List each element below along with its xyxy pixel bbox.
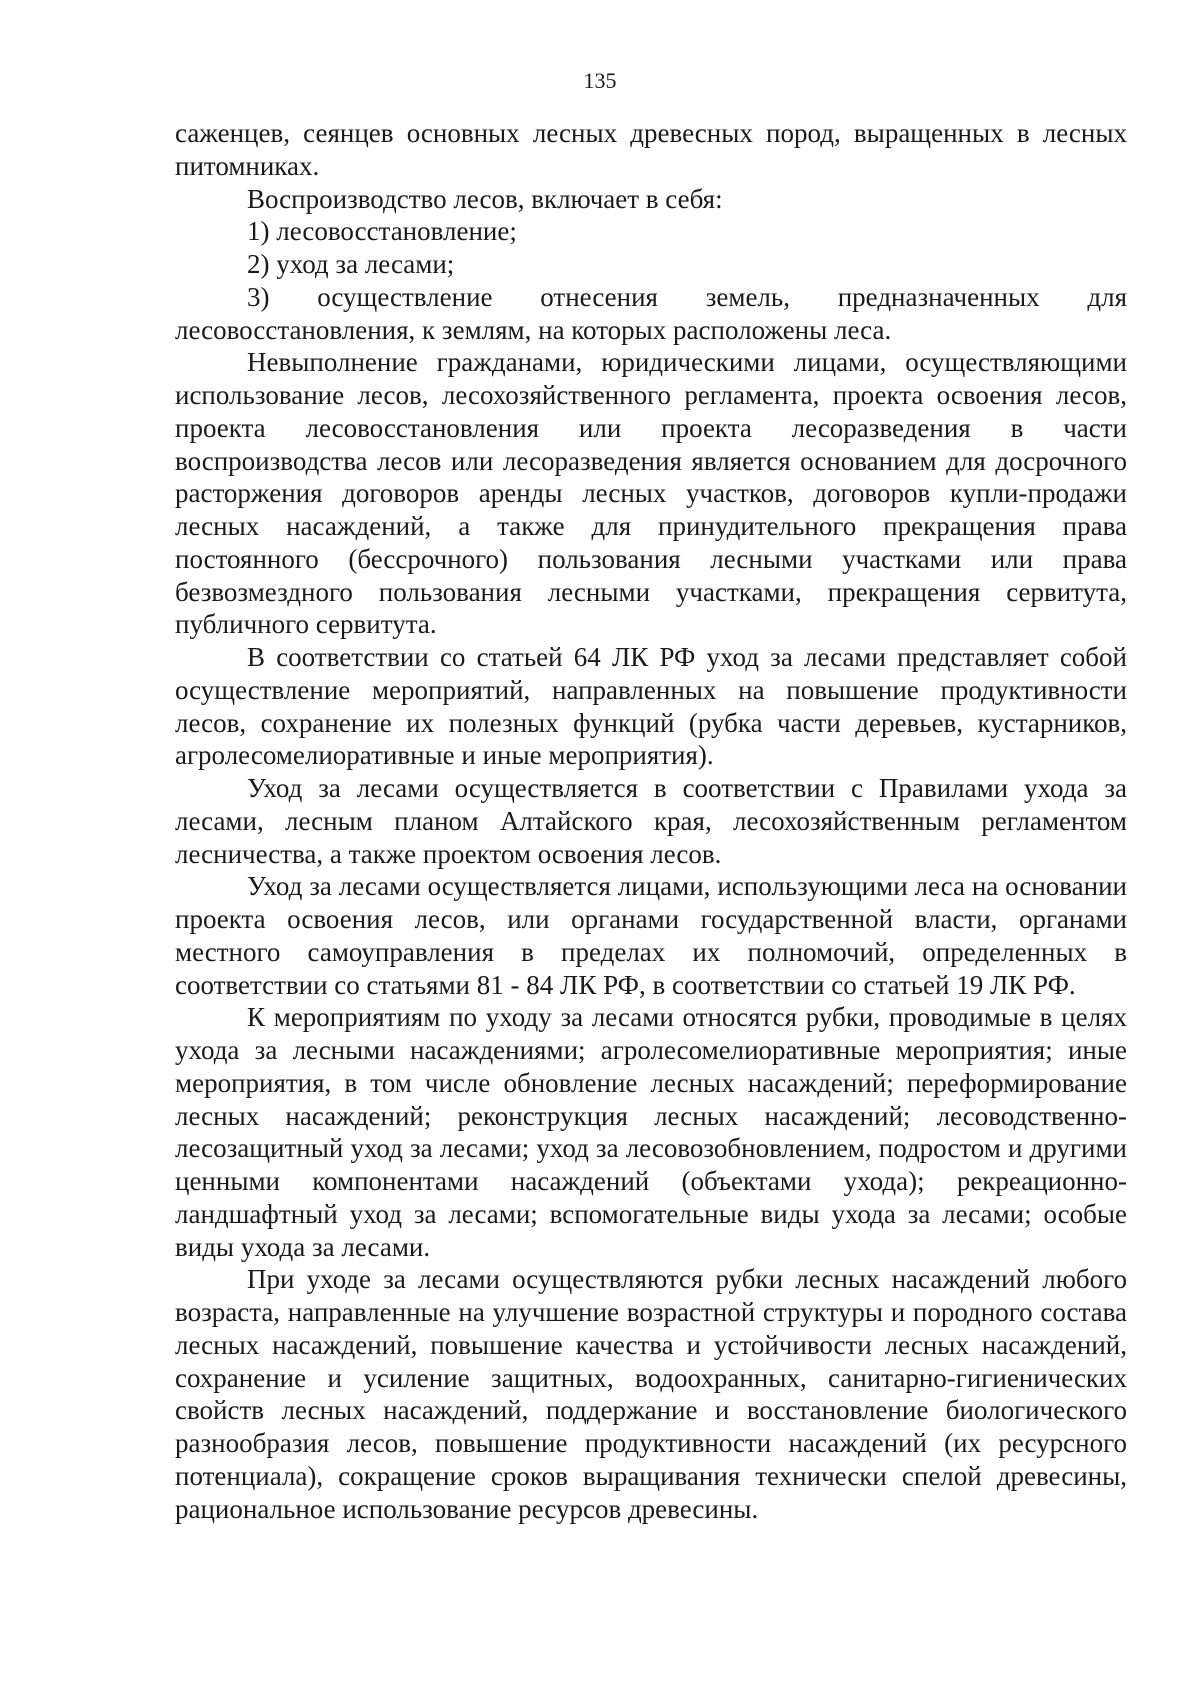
document-body [175,117,1127,1525]
list-item-3: 3) осуществление отнесения земель, предназначенных для лесовосстановления, к землям, на которых расположены леса. [175,281,1127,345]
list-item-1: 1) лесовосстановление; [247,216,517,247]
page-number: 135 [583,68,617,93]
paragraph-care-fellings: При уходе за лесами осуществляются рубки лесных насаждений любого возраста, направленные на улучшение возрастной структуры и породного состава лесных насаждений, повышение качества и устойчивости лесных насаждений, сохранение и усиление защитных, водоохранных, санитарно-гигиенических свойств лесных насаждений, поддержание и восстановление биологического разнообразия лесов, повышение продуктивности насаждений (их ресурсного потенциала), сокращение сроков выращивания технически спелой древесины, рациональное использование ресурсов древесины. [175,1264,1127,1524]
paragraph-care-measures: К мероприятиям по уходу за лесами относятся рубки, проводимые в целях ухода за лесными насаждениями; агролесомелиоративные мероприятия; иные мероприятия, в том числе обновление лесных насаждений; переформирование лесных насаждений; реконструкция лесных насаждений; лесоводственно-лесозащитный уход за лесами; уход за лесовозобновлением, подростом и другими ценными компонентами насаждений (объектами ухода); рекреационно-ландшафтный уход за лесами; вспомогательные виды ухода за лесами; особые виды ухода за лесами. [175,1002,1127,1262]
paragraph-care-performers: Уход за лесами осуществляется лицами, использующими леса на основании проекта освоения лесов, или органами государственной власти, органами местного самоуправления в пределах их полномочий, определенных в соответствии со статьями 81 - 84 ЛК РФ, в соответствии со статьей 19 ЛК РФ. [175,871,1127,1000]
paragraph-article-64: В соответствии со статьей 64 ЛК РФ уход за лесами представляет собой осуществление мероприятий, направленных на повышение продуктивности лесов, сохранение их полезных функций (рубка части деревьев, кустарников, агролесомелиоративные и иные мероприятия). [175,642,1127,771]
list-item-2: 2) уход за лесами; [247,249,455,279]
paragraph-non-compliance: Невыполнение гражданами, юридическими лицами, осуществляющими использование лесов, лесохозяйственного регламента, проекта освоения лесов, проекта лесовосстановления или проекта лесоразведения в части воспроизводства лесов или лесоразведения является основанием для досрочного расторжения договоров аренды лесных участков, договоров купли-продажи лесных насаждений, а также для принудительного прекращения права постоянного (бессрочного) пользования лесными участками или права безвозмездного пользования лесными участками, прекращения сервитута, публичного сервитута. [175,347,1127,640]
paragraph-continuation: саженцев, сеянцев основных лесных древесных пород, выращенных в лесных питомниках. [175,118,1127,181]
paragraph-reproduction-intro: Воспроизводство лесов, включает в себя: [247,183,723,214]
paragraph-care-rules: Уход за лесами осуществляется в соответствии с Правилами ухода за лесами, лесным планом Алтайского края, лесохозяйственным регламентом лесничества, а также проектом освоения лесов. [175,773,1127,869]
